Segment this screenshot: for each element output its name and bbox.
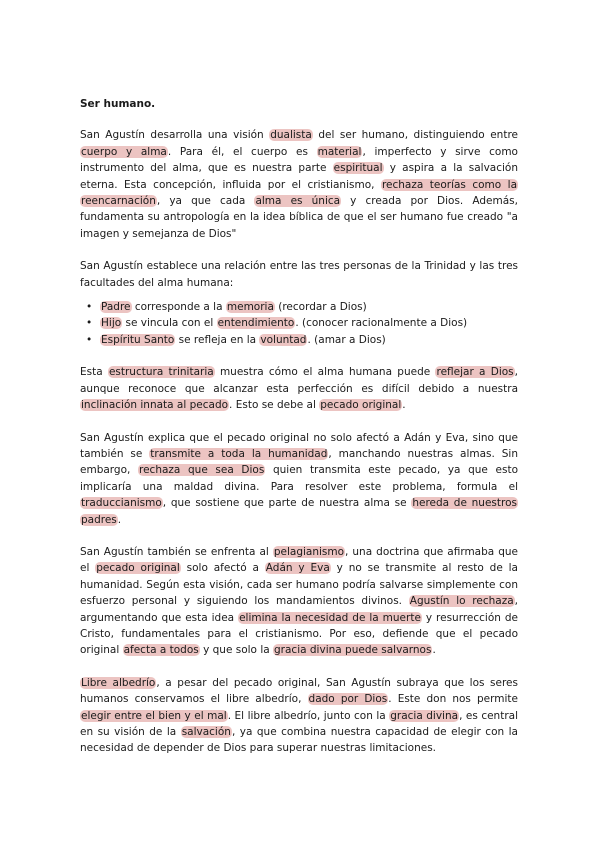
text: . Este don nos permite bbox=[388, 693, 518, 706]
highlight: memoria bbox=[226, 301, 274, 314]
paragraph-pelagianism bbox=[80, 544, 518, 659]
highlight: Espíritu Santo bbox=[101, 333, 175, 346]
highlight: gracia divina puede salvarnos bbox=[274, 644, 432, 657]
bullet-icon: • bbox=[86, 333, 93, 346]
text: , ya que cada bbox=[156, 195, 255, 208]
text: San Agustín explica que el pecado original no solo afectó a Adán y Eva, sino que también se bbox=[80, 431, 518, 460]
highlight: Adán y Eva bbox=[265, 562, 330, 575]
highlight: alma es única bbox=[255, 195, 341, 208]
highlight: rechaza que sea Dios bbox=[139, 464, 265, 477]
highlight: salvación bbox=[181, 726, 231, 738]
text: solo afectó a bbox=[180, 562, 265, 575]
document-body bbox=[80, 96, 518, 773]
paragraph-free-will bbox=[80, 675, 518, 757]
paragraph-original-sin bbox=[80, 430, 518, 528]
text: Esta bbox=[80, 366, 108, 379]
highlight: entendimiento bbox=[217, 317, 295, 330]
text: y resurrección de Cristo, fundamentales para el cristianismo. Por eso, defiende que el pecado original bbox=[80, 611, 518, 657]
highlight: gracia divina bbox=[390, 709, 459, 722]
list-item bbox=[86, 332, 518, 348]
text: , manchando nuestras almas. Sin embargo, bbox=[80, 447, 518, 477]
highlight: transmite a toda la humanidad bbox=[150, 447, 328, 460]
highlight: inclinación innata al pecado bbox=[81, 399, 229, 412]
text: San Agustín también se enfrenta al bbox=[80, 545, 273, 558]
text: del ser humano, distinguiendo entre bbox=[312, 129, 518, 142]
text: . (conocer racionalmente a Dios) bbox=[295, 317, 468, 330]
text: muestra cómo el alma humana puede bbox=[214, 366, 436, 379]
highlight: Hijo bbox=[101, 317, 122, 330]
text: , es central en su visión de la bbox=[80, 709, 518, 738]
highlight: rechaza teorías como la reencarnación bbox=[81, 178, 518, 208]
highlight: cuerpo y alma bbox=[81, 145, 167, 158]
highlight: estructura trinitaria bbox=[108, 366, 214, 379]
text: , a pesar del pecado original, San Agustín subraya que los seres humanos conservamos el libre albedrío, bbox=[80, 676, 518, 706]
text: . bbox=[117, 513, 122, 526]
bullet-icon: • bbox=[86, 301, 93, 314]
text: . Para él, el cuerpo es bbox=[167, 145, 317, 158]
text: se vincula con el bbox=[122, 317, 217, 330]
text: , que sostiene que parte de nuestra alma se bbox=[162, 497, 412, 510]
text: , imperfecto y sirve como instrumento del alma, que es nuestra parte bbox=[80, 145, 518, 175]
text: San Agustín desarrolla una visión bbox=[80, 129, 270, 142]
highlight: Padre bbox=[101, 301, 131, 314]
text: y no se transmite al resto de la humanidad. Según esta visión, cada ser humano podría salvarse simplemente con esfuerzo personal y siguiendo los mandamientos divinos. bbox=[80, 562, 518, 608]
text: . Esto se debe al bbox=[229, 399, 320, 412]
text: y aspira a la salvación eterna. Esta concepción, influida por el cristianismo, bbox=[80, 162, 518, 191]
highlight: Libre albedrío bbox=[81, 676, 156, 689]
paragraph-trinitarian-structure bbox=[80, 364, 518, 413]
highlight: traduccianismo bbox=[81, 497, 162, 510]
text: (recordar a Dios) bbox=[274, 301, 367, 314]
text: , ya que combina nuestra capacidad de elegir con la necesidad de depender de Dios para superar nuestras limitaciones. bbox=[80, 726, 518, 755]
highlight: afecta a todos bbox=[123, 644, 199, 657]
highlight: pelagianismo bbox=[273, 545, 345, 558]
highlight: dualista bbox=[270, 129, 312, 142]
text: , aunque reconoce que alcanzar esta perfección es difícil debido a nuestra bbox=[80, 366, 518, 395]
text: . bbox=[432, 644, 436, 657]
bullet-icon: • bbox=[86, 317, 93, 330]
paragraph-trinity-intro: San Agustín establece una relación entre las tres personas de la Trinidad y las tres facultades del alma humana: bbox=[80, 260, 518, 289]
text: . bbox=[402, 399, 406, 412]
paragraph-dualism bbox=[80, 127, 518, 242]
text: corresponde a la bbox=[131, 301, 226, 314]
text: . El libre albedrío, junto con la bbox=[227, 709, 390, 722]
list-item bbox=[86, 299, 518, 315]
section-title: Ser humano. bbox=[80, 98, 156, 110]
highlight: dado por Dios bbox=[308, 693, 388, 706]
highlight: elegir entre el bien y el mal bbox=[81, 709, 227, 722]
trinity-list bbox=[80, 299, 518, 348]
highlight: Agustín lo rechaza bbox=[409, 595, 514, 608]
highlight: voluntad bbox=[260, 333, 307, 346]
list-item bbox=[86, 315, 518, 331]
highlight: pecado original bbox=[96, 562, 180, 575]
text: y que solo la bbox=[199, 644, 274, 657]
text: quien transmita este pecado, ya que esto implicaría una maldad divina. Para resolver este problema, formula el bbox=[80, 464, 518, 493]
text: . (amar a Dios) bbox=[307, 333, 386, 346]
highlight: elimina la necesidad de la muerte bbox=[239, 611, 421, 624]
highlight: material bbox=[317, 145, 362, 158]
text: , argumentando que esta idea bbox=[80, 595, 518, 624]
text: y creada por Dios. Además, fundamenta su antropología en la idea bíblica de que el ser humano fue creado "a imagen y semejanza de Dios" bbox=[80, 195, 518, 240]
text: se refleja en la bbox=[175, 333, 260, 346]
highlight: espiritual bbox=[333, 162, 383, 175]
highlight: pecado original bbox=[320, 399, 402, 412]
highlight: reflejar a Dios bbox=[436, 366, 514, 379]
text: , una doctrina que afirmaba que el bbox=[80, 545, 519, 575]
highlight: hereda de nuestros padres bbox=[81, 497, 517, 526]
